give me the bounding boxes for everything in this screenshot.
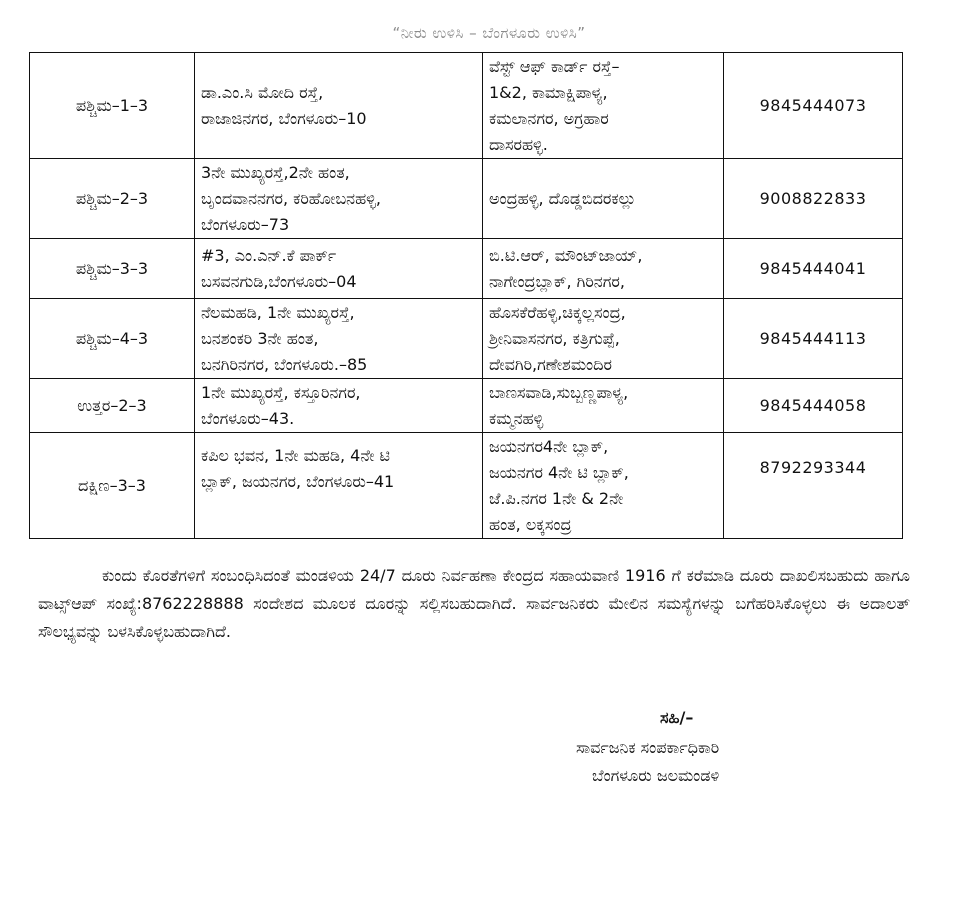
area-line: ಹೊಸಕೆರೆಹಳ್ಳಿ,ಚಿಕ್ಕಲ್ಲಸಂದ್ರ, [489,302,626,322]
table-row [30,239,903,299]
zone-cell: ಪಶ್ಚಿಮ–1–3 [30,53,195,159]
areas-cell [483,299,724,379]
signatory-organization: ಬೆಂಗಳೂರು ಜಲಮಂಡಳಿ [592,766,720,785]
address-line: ಬೃಂದವಾನನಗರ, ಕರಿಹೋಬನಹಳ್ಳಿ, [201,188,381,208]
area-line: ಕಮ್ಮನಹಳ್ಳಿ [489,408,544,428]
address-line: #3, ಎಂ.ಎನ್.ಕೆ ಪಾರ್ಕ್ [201,245,337,265]
address-line: ಬೆಂಗಳೂರು–43. [201,408,295,428]
address-line: ಕಪಿಲ ಭವನ, 1ನೇ ಮಹಡಿ, 4ನೇ ಟಿ [201,446,391,465]
address-line: ಬೆಂಗಳೂರು–73 [201,214,290,234]
zone-cell: ಉತ್ತರ–2–3 [30,379,195,433]
address-cell [195,299,483,379]
area-line: ವೆಸ್ಟ್ ಆಫ್ ಕಾರ್ಡ್ ರಸ್ತೆ– [489,56,620,76]
areas-cell [483,239,724,299]
area-line: ಅಂದ್ರಹಳ್ಳಿ, ದೊಡ್ಡಬಿದರಕಲ್ಲು [489,188,636,208]
address-cell [195,433,483,539]
phone-cell: 9845444113 [724,299,903,379]
address-line: ಡಾ.ಎಂ.ಸಿ ಮೋದಿ ರಸ್ತೆ, [201,82,324,102]
zone-cell: ದಕ್ಷಿಣ–3–3 [30,433,195,539]
areas-cell [483,53,724,159]
header-motto: “ನೀರು ಉಳಿಸಿ – ಬೆಂಗಳೂರು ಉಳಿಸಿ” [392,24,586,42]
area-line: ಶ್ರೀನಿವಾಸನಗರ, ಕತ್ರಿಗುಪ್ಪೆ, [489,328,620,348]
zone-cell: ಪಶ್ಚಿಮ–2–3 [30,159,195,239]
areas-cell [483,159,724,239]
areas-cell [483,433,724,539]
address-line: 1ನೇ ಮುಖ್ಯರಸ್ತೆ, ಕಸ್ತೂರಿನಗರ, [201,382,361,402]
zone-cell: ಪಶ್ಚಿಮ–4–3 [30,299,195,379]
area-line: ಬಿ.ಟಿ.ಆರ್, ಮೌಂಟ್‌ಜಾಯ್, [489,245,643,265]
address-line: ಬಸವನಗುಡಿ,ಬೆಂಗಳೂರು–04 [201,271,357,291]
address-cell [195,239,483,299]
signature-mark: ಸಹಿ/– [660,708,694,727]
area-line: ಜಯನಗರ 4ನೇ ಟಿ ಬ್ಲಾಕ್, [489,462,629,482]
area-line: ದೇವಗಿರಿ,ಗಣೇಶಮಂದಿರ [489,354,612,374]
address-line: ರಾಜಾಜಿನಗರ, ಬೆಂಗಳೂರು–10 [201,108,367,128]
area-line: ಹಂತ, ಲಕ್ಕಸಂದ್ರ [489,514,572,534]
address-line: ಬನಶಂಕರಿ 3ನೇ ಹಂತ, [201,328,319,348]
area-line: ಕಮಲಾನಗರ, ಅಗ್ರಹಾರ [489,108,609,128]
phone-cell: 9845444058 [724,379,903,433]
helpline-paragraph: ಕುಂದು ಕೊರತೆಗಳಿಗೆ ಸಂಬಂಧಿಸಿದಂತೆ ಮಂಡಳಿಯ 24/7 ದೂರು ನಿರ್ವಹಣಾ ಕೇಂದ್ರದ ಸಹಾಯವಾಣಿ 1916 ಗೆ ಕರೆಮಾಡಿ ದೂರು ದಾಖಲಿಸಬಹುದು ಹಾಗೂ ವಾಟ್ಸ್‌ಆಪ್ ಸಂಖ್ಯೆ:8762228888 ಸಂದೇಶದ ಮೂಲಕ ದೂರನ್ನು ಸಲ್ಲಿಸಬಹುದಾಗಿದೆ. ಸಾರ್ವಜನಿಕರು ಮೇಲಿನ ಸಮಸ್ಯೆಗಳನ್ನು ಬಗೆಹರಿಸಿಕೊಳ್ಳಲು ಈ ಅದಾಲತ್ ಸೌಲಭ್ಯವನ್ನು ಬಳಸಿಕೊಳ್ಳಬಹುದಾಗಿದೆ. [38,566,910,641]
zone-cell: ಪಶ್ಚಿಮ–3–3 [30,239,195,299]
table-row [30,299,903,379]
area-line: ಬಾಣಸವಾಡಿ,ಸುಬ್ಬಣ್ಣಪಾಳ್ಯ, [489,382,629,402]
table-row [30,53,903,159]
phone-cell: 9845444073 [724,53,903,159]
table-row [30,159,903,239]
address-cell [195,53,483,159]
signatory-title: ಸಾರ್ವಜನಿಕ ಸಂಪರ್ಕಾಧಿಕಾರಿ [576,738,720,757]
areas-cell [483,379,724,433]
area-line: ನಾಗೇಂದ್ರಬ್ಲಾಕ್, ಗಿರಿನಗರ, [489,271,625,291]
zone-contact-table [29,52,903,539]
address-line: 3ನೇ ಮುಖ್ಯರಸ್ತೆ,2ನೇ ಹಂತ, [201,162,350,182]
address-line: ಬ್ಲಾಕ್, ಜಯನಗರ, ಬೆಂಗಳೂರು–41 [201,472,395,491]
area-line: 1&2, ಕಾಮಾಕ್ಷಿಪಾಳ್ಯ, [489,82,608,102]
area-line: ಜಯನಗರ4ನೇ ಬ್ಲಾಕ್, [489,436,609,456]
phone-cell: 8792293344 [724,433,903,539]
area-line: ಜೆ.ಪಿ.ನಗರ 1ನೇ & 2ನೇ [489,488,624,508]
table-row [30,379,903,433]
phone-cell: 9008822833 [724,159,903,239]
phone-cell: 9845444041 [724,239,903,299]
address-cell [195,159,483,239]
address-cell [195,379,483,433]
address-line: ನೆಲಮಹಡಿ, 1ನೇ ಮುಖ್ಯರಸ್ತೆ, [201,302,355,322]
table-row [30,433,903,539]
area-line: ದಾಸರಹಳ್ಳಿ. [489,134,548,154]
address-line: ಬನಗಿರಿನಗರ, ಬೆಂಗಳೂರು.–85 [201,354,368,374]
